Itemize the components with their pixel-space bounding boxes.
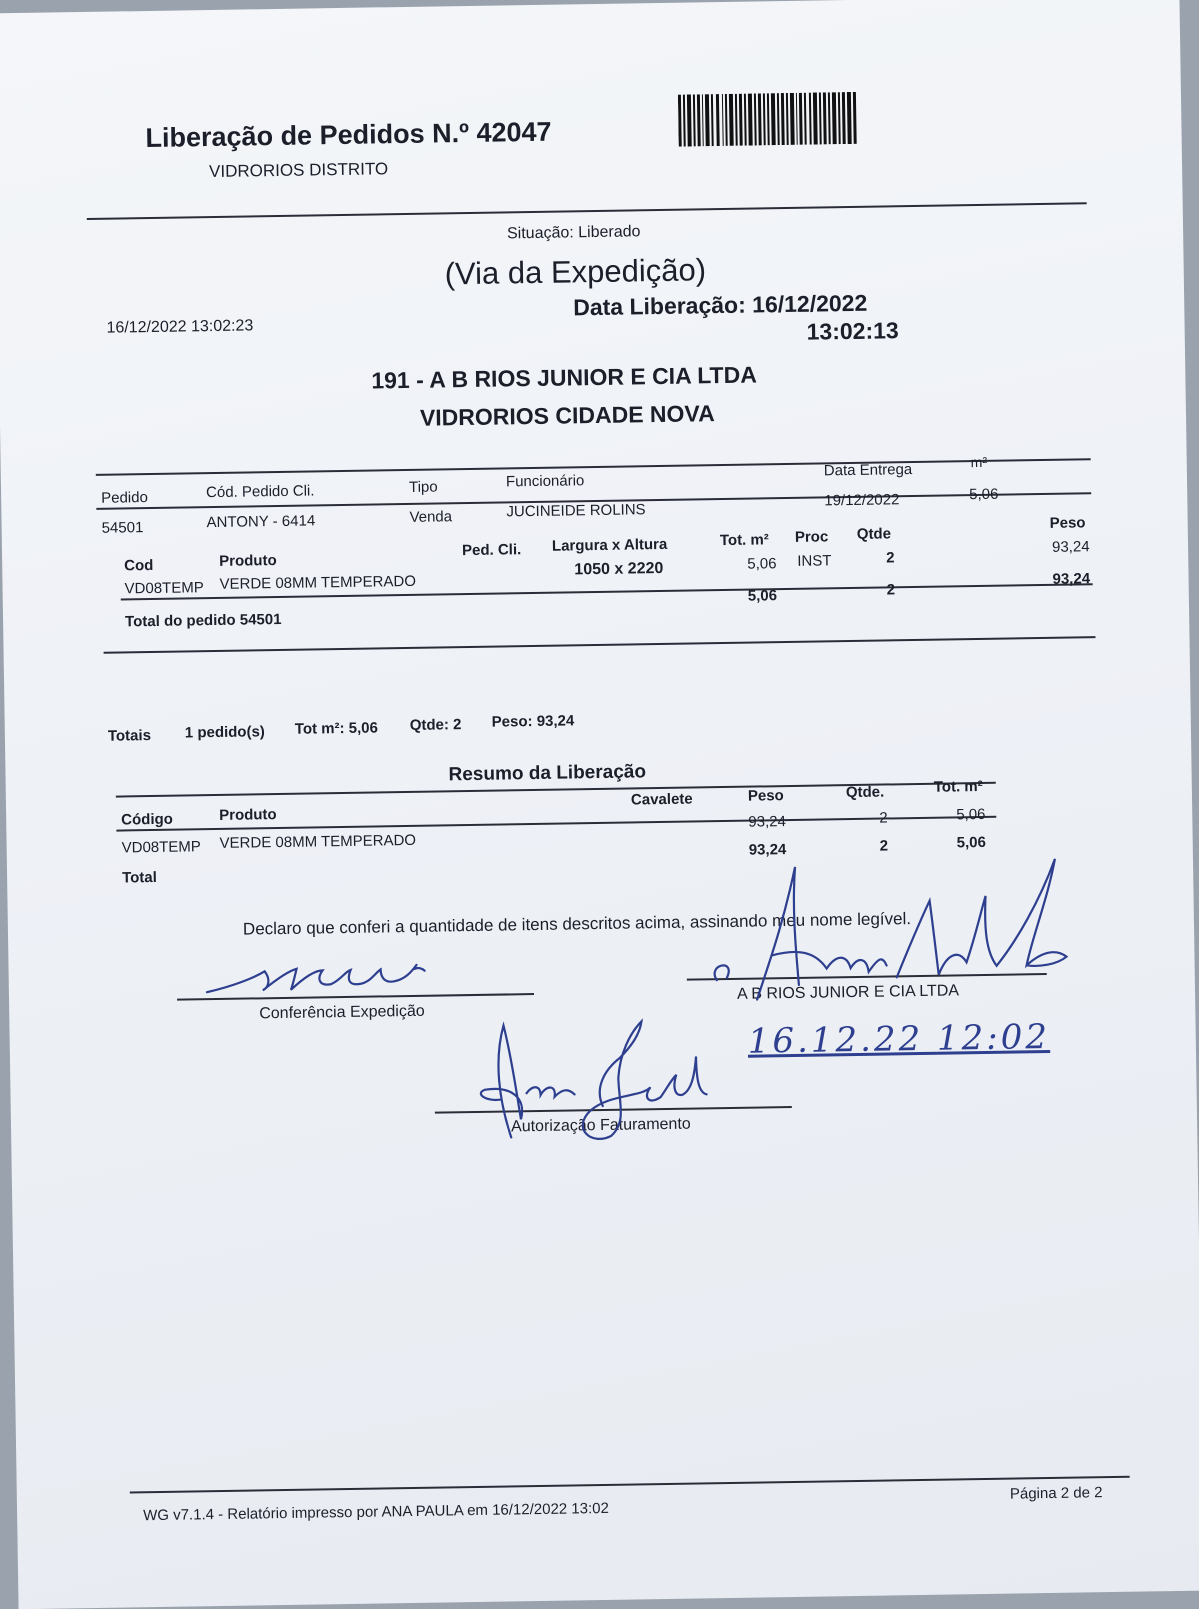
col-proc: Proc [794, 528, 829, 546]
resumo-row-peso: 93,24 [748, 813, 787, 831]
item-dimensions: 1050 x 2220 [574, 559, 664, 579]
print-datetime: 16/12/2022 13:02:23 [106, 317, 254, 337]
footer-printed-by: WG v7.1.4 - Relatório impresso por ANA PAULA em 16/12/2022 13:02 [143, 1499, 610, 1525]
order-pedido-value: 54501 [101, 519, 144, 537]
col-tot-m2: Tot. m² [719, 531, 769, 550]
release-date: Data Liberação: 16/12/2022 [573, 289, 868, 321]
client-signature [685, 854, 1088, 1035]
col-qtde: Qtde [856, 525, 892, 543]
order-total-qtde: 2 [886, 581, 896, 599]
totals-pedidos: 1 pedido(s) [184, 723, 266, 742]
col-largura-altura: Largura x Altura [551, 535, 668, 555]
resumo-row-qtde: 2 [879, 809, 888, 827]
col-cod: Cod [124, 556, 154, 575]
totals-label: Totais [107, 727, 152, 745]
client-signature-label: A B RIOS JUNIOR E CIA LTDA [736, 982, 960, 1003]
order-bottom-rule [104, 636, 1096, 653]
resumo-row-produto: VERDE 08MM TEMPERADO [219, 831, 417, 852]
col-ped-cli: Ped. Cli. [461, 541, 522, 560]
resumo-col-produto: Produto [219, 806, 277, 824]
conferencia-signature [204, 955, 435, 1004]
footer-page-number: Página 2 de 2 [1009, 1484, 1103, 1503]
resumo-row-codigo: VD08TEMP [121, 838, 201, 857]
order-cod-cli-value: ANTONY - 6414 [206, 512, 316, 532]
handwritten-date: 16.12.22 12:02 [747, 1016, 1051, 1062]
item-produto: VERDE 08MM TEMPERADO [219, 572, 417, 593]
client-store: VIDRORIOS CIDADE NOVA [419, 400, 715, 431]
col-funcionario: Funcionário [505, 472, 585, 491]
autorizacao-label: Autorização Faturamento [510, 1115, 691, 1136]
order-total-peso: 93,24 [1052, 570, 1091, 588]
col-m2: m² [970, 453, 988, 471]
item-tot-m2: 5,06 [747, 555, 777, 573]
copy-type: (Via da Expedição) [444, 252, 707, 292]
resumo-col-tot-m2: Tot. m² [933, 777, 983, 796]
header-rule [87, 202, 1087, 219]
col-tipo: Tipo [408, 478, 438, 496]
totals-peso: Peso: 93,24 [491, 712, 575, 731]
barcode-image [678, 92, 859, 147]
order-funcionario-value: JUCINEIDE ROLINS [506, 501, 646, 521]
autorizacao-signature [469, 1016, 711, 1155]
resumo-total-m2: 5,06 [956, 833, 987, 852]
order-data-entrega-value: 19/12/2022 [824, 491, 900, 510]
resumo-total-peso: 93,24 [748, 841, 787, 859]
order-total-label: Total do pedido 54501 [124, 610, 282, 631]
document-title: Liberação de Pedidos N.º 42047 [145, 116, 552, 154]
col-cod-pedido-cli: Cód. Pedido Cli. [205, 482, 315, 502]
status-text: Situação: Liberado [506, 223, 641, 243]
item-proc: INST [797, 552, 832, 570]
col-pedido: Pedido [101, 489, 149, 507]
resumo-col-qtde: Qtde. [845, 783, 885, 802]
totals-qtde: Qtde: 2 [409, 716, 462, 734]
footer-rule [130, 1476, 1130, 1493]
col-data-entrega: Data Entrega [823, 461, 913, 480]
resumo-title: Resumo da Liberação [448, 761, 647, 786]
declaration-text: Declaro que conferi a quantidade de itens descritos acima, assinando meu nome legível. [242, 909, 912, 939]
item-peso: 93,24 [1051, 538, 1090, 556]
order-top-rule [96, 458, 1091, 475]
item-qtde: 2 [886, 549, 895, 567]
company-name: VIDRORIOS DISTRITO [208, 159, 389, 182]
resumo-row-tot-m2: 5,06 [956, 805, 986, 824]
conferencia-label: Conferência Expedição [259, 1002, 425, 1023]
resumo-total-label: Total [122, 868, 157, 887]
resumo-col-cavalete: Cavalete [630, 790, 693, 809]
order-tipo-value: Venda [409, 508, 453, 526]
item-cod: VD08TEMP [124, 579, 204, 598]
release-time: 13:02:13 [806, 317, 899, 345]
order-m2-value: 5,06 [969, 485, 999, 504]
col-peso: Peso [1049, 514, 1086, 532]
order-total-m2: 5,06 [747, 587, 778, 605]
totals-m2: Tot m²: 5,06 [294, 719, 379, 738]
client-name: 191 - A B RIOS JUNIOR E CIA LTDA [371, 361, 758, 394]
col-produto: Produto [219, 552, 277, 570]
resumo-col-peso: Peso [747, 787, 784, 805]
resumo-total-qtde: 2 [879, 837, 889, 855]
resumo-col-codigo: Código [121, 810, 174, 829]
